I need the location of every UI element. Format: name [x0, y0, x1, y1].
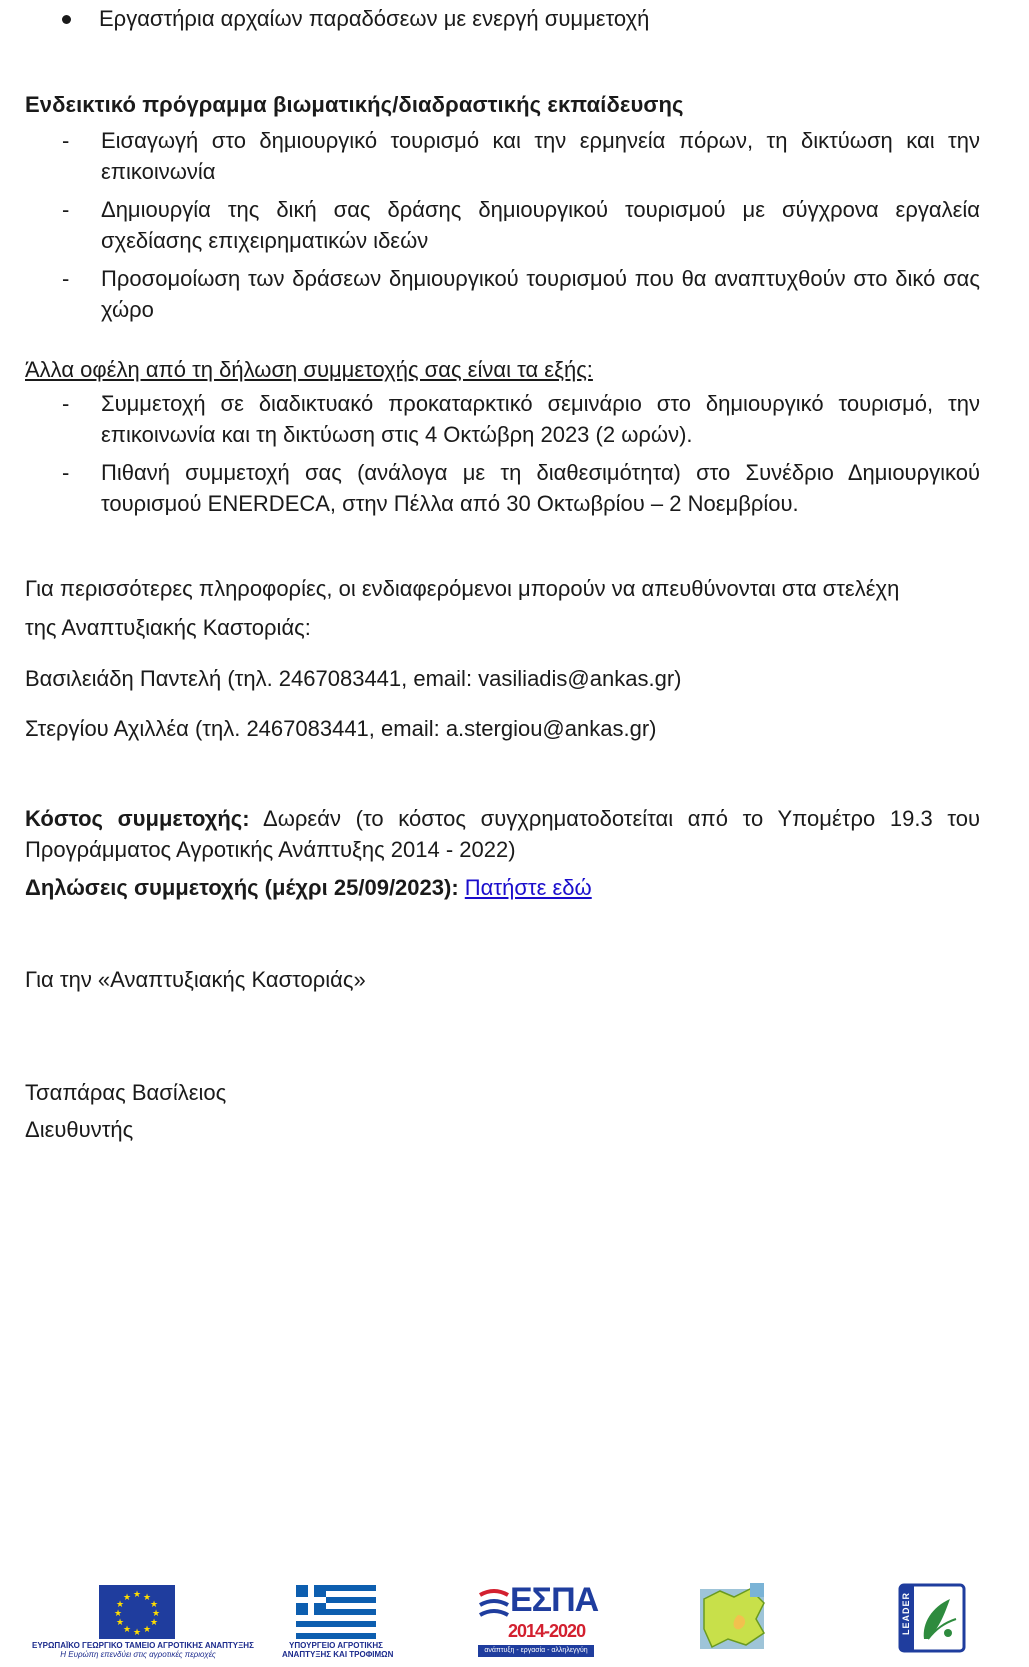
- ministry-caption-2: ΑΝΑΠΤΥΞΗΣ ΚΑΙ ΤΡΟΦΙΜΩΝ: [282, 1650, 394, 1659]
- registration-label: Δηλώσεις συμμετοχής (μέχρι 25/09/2023):: [25, 875, 459, 900]
- svg-text:★: ★: [132, 1590, 142, 1600]
- benefits-heading: Άλλα οφέλη από τη δήλωση συμμετοχής σας είναι τα εξής:: [25, 357, 593, 382]
- signature-name: Τσαπάρας Βασίλειος: [25, 1080, 227, 1105]
- espa-title: ΕΣΠΑ: [510, 1581, 599, 1619]
- closing-line: Για την «Αναπτυξιακής Καστοριάς»: [25, 967, 366, 992]
- espa-waves-icon: [478, 1587, 510, 1627]
- benefit-item-text: Συμμετοχή σε διαδικτυακό προκαταρκτικό σεμινάριο στο δημιουργικό τουρισμό, την επικοινωνία και τη δικτύωση στις 4 Οκτώβρη 2023 (2 ωρών).: [101, 391, 980, 447]
- eu-agricultural-fund-logo: [32, 1585, 254, 1659]
- svg-text:★: ★: [142, 1593, 152, 1603]
- top-bullet-text: Εργαστήρια αρχαίων παραδόσεων με ενεργή συμμετοχή: [99, 6, 650, 31]
- benefit-item: - Πιθανή συμμετοχή σας (ανάλογα με τη διαθεσιμότητα) στο Συνέδριο Δημιουργικού τουρισμού ENERDECA, στην Πέλλα από 30 Οκτωβρίου – 2 Νοεμβρίου.: [62, 457, 980, 519]
- contact-stergiou: Στεργίου Αχιλλέα (τηλ. 2467083441, email: a.stergiou@ankas.gr): [25, 716, 657, 741]
- svg-text:★: ★: [122, 1625, 132, 1635]
- registration-link[interactable]: Πατήστε εδώ: [464, 875, 592, 900]
- eu-caption-1: ΕΥΡΩΠΑΪΚΟ ΓΕΩΡΓΙΚΟ ΤΑΜΕΙΟ ΑΓΡΟΤΙΚΗΣ ΑΝΑΠΤΥΞΗΣ: [32, 1641, 254, 1650]
- svg-text:★: ★: [113, 1609, 123, 1619]
- espa-years: 2014-2020: [508, 1621, 586, 1641]
- greek-flag-icon: [282, 1585, 390, 1641]
- program-item-text: Προσομοίωση των δράσεων δημιουργικού τουρισμού που θα αναπτυχθούν στο δικό σας χώρο: [101, 266, 980, 322]
- program-heading: Ενδεικτικό πρόγραμμα βιωματικής/διαδραστικής εκπαίδευσης: [25, 92, 684, 117]
- eu-caption-2: Η Ευρώπη επενδύει στις αγροτικές περιοχές: [60, 1650, 216, 1659]
- program-item: - Δημιουργία της δική σας δράσης δημιουργικού τουρισμού με σύγχρονα εργαλεία σχεδίασης επιχειρηματικών ιδεών: [62, 194, 980, 256]
- svg-text:★: ★: [122, 1593, 132, 1603]
- info-line-2: της Αναπτυξιακής Καστοριάς:: [25, 615, 311, 640]
- cost-paragraph: [25, 803, 980, 865]
- eu-flag-icon: [32, 1585, 244, 1641]
- espa-tagline: ανάπτυξη - εργασία - αλληλεγγύη: [478, 1645, 594, 1657]
- sponsor-logos: [0, 1581, 1029, 1667]
- program-item: - Προσομοίωση των δράσεων δημιουργικού τουρισμού που θα αναπτυχθούν στο δικό σας χώρο: [62, 263, 980, 325]
- benefit-item-text: Πιθανή συμμετοχή σας (ανάλογα με τη διαθεσιμότητα) στο Συνέδριο Δημιουργικού τουρισμού ENERDECA, στην Πέλλα από 30 Οκτωβρίου – 2 Νοεμβρίου.: [101, 460, 980, 516]
- svg-text:★: ★: [149, 1618, 159, 1628]
- contact-vasiliadis: Βασιλειάδη Παντελή (τηλ. 2467083441, email: vasiliadis@ankas.gr): [25, 666, 682, 691]
- svg-text:★: ★: [151, 1609, 161, 1619]
- program-item-text: Δημιουργία της δική σας δράσης δημιουργικού τουρισμού με σύγχρονα εργαλεία σχεδίασης επιχειρηματικών ιδεών: [101, 197, 980, 253]
- cost-text: Δωρεάν (το κόστος συγχρηματοδοτείται από το Υπομέτρο 19.3 του Προγράμματος Αγροτικής Ανάπτυξης 2014 - 2022): [25, 806, 980, 862]
- svg-text:★: ★: [149, 1600, 159, 1610]
- benefit-item: - Συμμετοχή σε διαδικτυακό προκαταρκτικό σεμινάριο στο δημιουργικό τουρισμό, την επικοινωνία και τη δικτύωση στις 4 Οκτώβρη 2023 (2 ωρών).: [62, 388, 980, 450]
- leader-text: LEADER: [901, 1591, 911, 1635]
- ministry-agriculture-logo: [282, 1585, 394, 1659]
- bullet-dot-icon: [62, 15, 71, 24]
- svg-text:★: ★: [142, 1625, 152, 1635]
- svg-text:★: ★: [132, 1628, 142, 1638]
- info-line-1: Για περισσότερες πληροφορίες, οι ενδιαφερόμενοι μπορούν να απευθύνονται στα στελέχη: [25, 576, 900, 601]
- program-item: - Εισαγωγή στο δημιουργικό τουρισμό και την ερμηνεία πόρων, τη δικτύωση και την επικοινωνία: [62, 125, 980, 187]
- signature-title: Διευθυντής: [25, 1117, 134, 1142]
- registration-line: [25, 875, 980, 901]
- ministry-caption-1: ΥΠΟΥΡΓΕΙΟ ΑΓΡΟΤΙΚΗΣ: [289, 1641, 383, 1650]
- svg-text:★: ★: [115, 1600, 125, 1610]
- cost-label: Κόστος συμμετοχής:: [25, 806, 250, 831]
- espa-logo: [478, 1581, 599, 1659]
- leader-logo: [898, 1583, 966, 1653]
- map-emblem-icon: [694, 1579, 774, 1657]
- program-item-text: Εισαγωγή στο δημιουργικό τουρισμό και την ερμηνεία πόρων, τη δικτύωση και την επικοινωνία: [101, 128, 980, 184]
- local-action-group-logo: [694, 1579, 774, 1657]
- top-bullet-item: [62, 6, 649, 32]
- svg-text:★: ★: [115, 1618, 125, 1628]
